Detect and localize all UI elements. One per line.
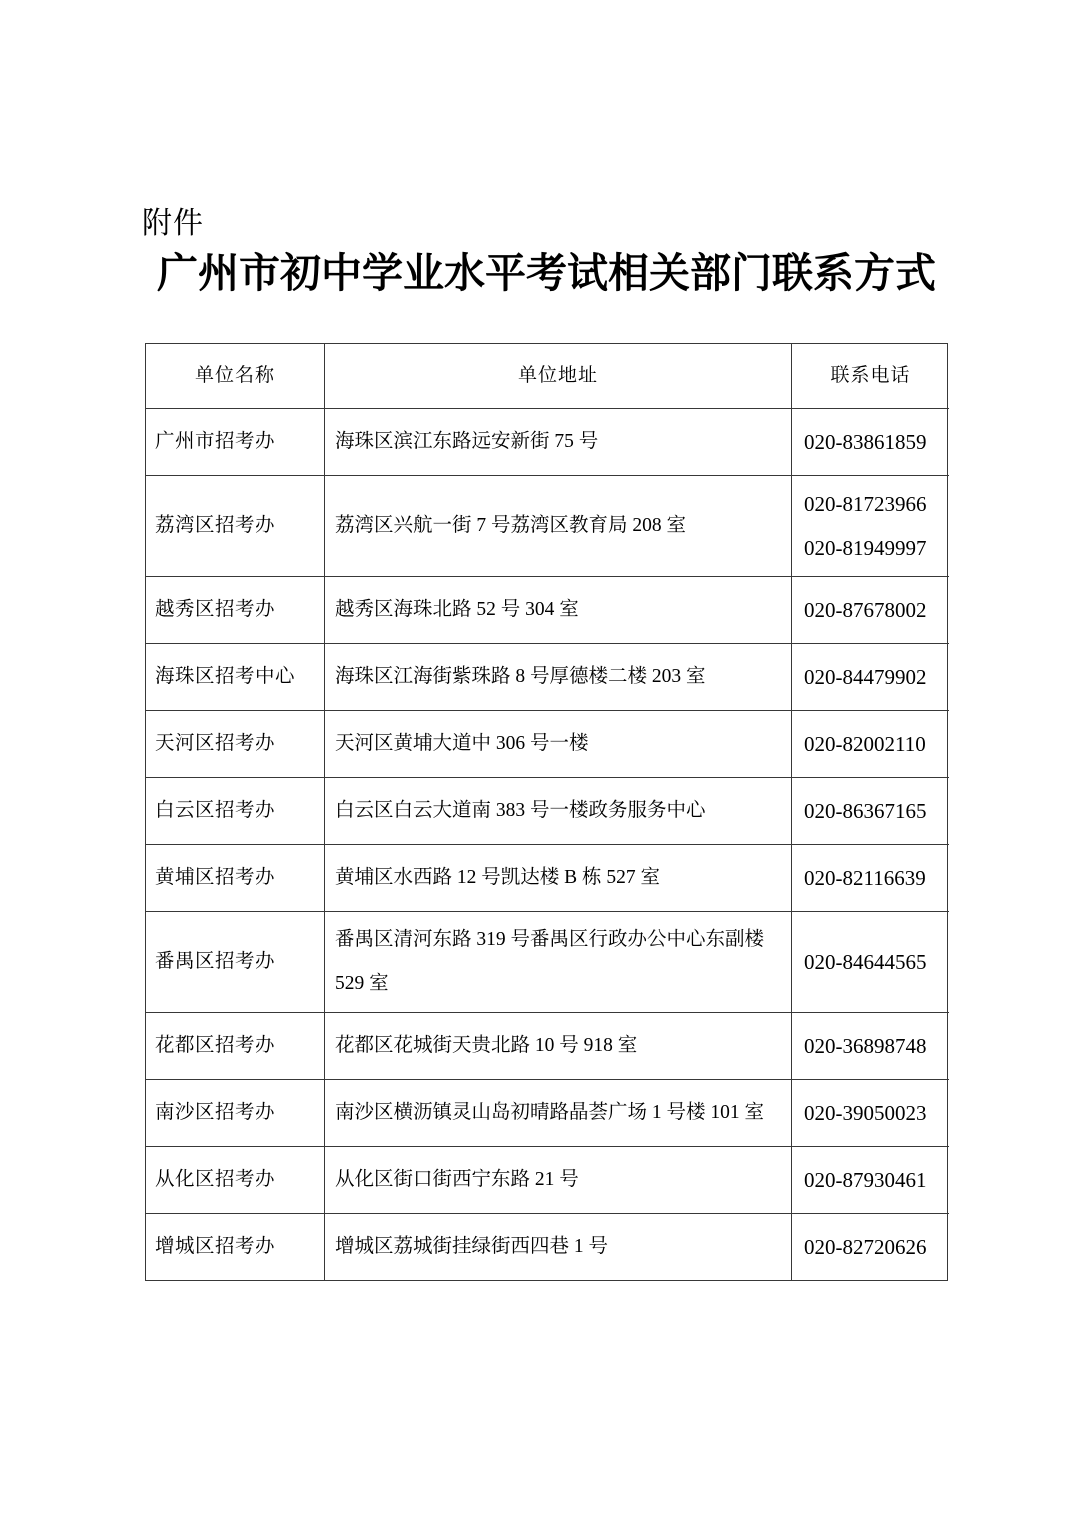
table-row — [146, 844, 947, 911]
unit-name: 海珠区招考中心 — [155, 665, 296, 687]
table-row — [146, 710, 947, 777]
unit-name-cell — [146, 643, 324, 710]
phone-cell — [791, 408, 949, 475]
unit-name: 增城区招考办 — [155, 1235, 276, 1257]
phone-cell — [791, 1146, 949, 1213]
unit-address: 海珠区江海街紫珠路 8 号厚德楼二楼 203 室 — [335, 665, 706, 687]
unit-name: 天河区招考办 — [155, 732, 276, 754]
unit-address-cell — [324, 710, 791, 777]
phone-cell — [791, 576, 949, 643]
unit-address-cell — [324, 408, 791, 475]
unit-name-cell — [146, 911, 324, 1012]
phone-cell — [791, 1213, 949, 1280]
phone-cell — [791, 911, 949, 1012]
contact-table — [145, 343, 948, 1281]
phone-number: 020-39050023 — [804, 1100, 927, 1125]
unit-address-cell — [324, 576, 791, 643]
unit-name: 荔湾区招考办 — [155, 514, 276, 536]
unit-address-cell — [324, 777, 791, 844]
table-row — [146, 777, 947, 844]
phone-number: 020-81949997 — [804, 535, 927, 560]
unit-address: 番禺区清河东路 319 号番禺区行政办公中心东副楼 — [335, 928, 765, 950]
unit-name: 南沙区招考办 — [155, 1101, 276, 1123]
unit-name: 越秀区招考办 — [155, 598, 276, 620]
table-row — [146, 1012, 947, 1079]
unit-address: 花都区花城街天贵北路 10 号 918 室 — [335, 1034, 638, 1056]
unit-address-cell — [324, 475, 791, 576]
phone-cell — [791, 1012, 949, 1079]
unit-name-cell — [146, 1146, 324, 1213]
unit-address: 海珠区滨江东路远安新街 75 号 — [335, 430, 599, 452]
header-unit-name: 单位名称 — [194, 365, 275, 387]
unit-address-cell — [324, 1012, 791, 1079]
page-title: 广州市初中学业水平考试相关部门联系方式 — [157, 250, 936, 296]
unit-address: 从化区街口街西宁东路 21 号 — [335, 1168, 579, 1190]
table-row — [146, 576, 947, 643]
unit-name: 黄埔区招考办 — [155, 866, 276, 888]
unit-address-cell — [324, 911, 791, 1012]
table-header-row — [146, 344, 947, 408]
unit-name: 番禺区招考办 — [155, 950, 276, 972]
unit-name-cell — [146, 1079, 324, 1146]
phone-number: 020-81723966 — [804, 491, 927, 516]
unit-name-cell — [146, 408, 324, 475]
unit-address: 增城区荔城街挂绿街西四巷 1 号 — [335, 1235, 609, 1257]
phone-cell — [791, 1079, 949, 1146]
phone-cell — [791, 643, 949, 710]
phone-number: 020-82002110 — [804, 731, 926, 756]
phone-cell — [791, 710, 949, 777]
phone-number: 020-36898748 — [804, 1033, 927, 1058]
unit-address: 529 室 — [335, 972, 389, 994]
unit-address: 南沙区横沥镇灵山岛初晴路晶荟广场 1 号楼 101 室 — [335, 1101, 765, 1123]
unit-address: 越秀区海珠北路 52 号 304 室 — [335, 598, 579, 620]
table-row — [146, 1079, 947, 1146]
unit-address-cell — [324, 1146, 791, 1213]
unit-name-cell — [146, 576, 324, 643]
unit-name: 白云区招考办 — [155, 799, 276, 821]
table-row — [146, 475, 947, 576]
phone-number: 020-86367165 — [804, 798, 927, 823]
table-row — [146, 1146, 947, 1213]
table-row — [146, 911, 947, 1012]
unit-name-cell — [146, 710, 324, 777]
unit-name-cell — [146, 844, 324, 911]
unit-address: 天河区黄埔大道中 306 号一楼 — [335, 732, 589, 754]
header-unit-address: 单位地址 — [324, 344, 791, 408]
unit-name: 从化区招考办 — [155, 1168, 276, 1190]
header-phone: 联系电话 — [791, 344, 949, 408]
unit-name: 花都区招考办 — [155, 1034, 276, 1056]
phone-cell — [791, 844, 949, 911]
phone-number: 020-84644565 — [804, 949, 927, 974]
unit-name: 广州市招考办 — [155, 430, 276, 452]
phone-cell — [791, 777, 949, 844]
table-row — [146, 408, 947, 475]
table-row — [146, 1213, 947, 1280]
unit-address: 荔湾区兴航一街 7 号荔湾区教育局 208 室 — [335, 514, 687, 536]
unit-address-cell — [324, 1079, 791, 1146]
phone-number: 020-84479902 — [804, 664, 927, 689]
unit-name-cell — [146, 475, 324, 576]
phone-number: 020-82116639 — [804, 865, 926, 890]
phone-cell — [791, 475, 949, 576]
unit-address: 黄埔区水西路 12 号凯达楼 B 栋 527 室 — [335, 866, 661, 888]
unit-name-cell — [146, 1213, 324, 1280]
table-row — [146, 643, 947, 710]
unit-address-cell — [324, 1213, 791, 1280]
unit-name-cell — [146, 1012, 324, 1079]
unit-address-cell — [324, 643, 791, 710]
phone-number: 020-87930461 — [804, 1167, 927, 1192]
phone-number: 020-87678002 — [804, 597, 927, 622]
attachment-label: 附件 — [142, 207, 204, 240]
phone-number: 020-83861859 — [804, 429, 927, 454]
unit-address: 白云区白云大道南 383 号一楼政务服务中心 — [335, 799, 706, 821]
unit-address-cell — [324, 844, 791, 911]
unit-name-cell — [146, 777, 324, 844]
phone-number: 020-82720626 — [804, 1234, 927, 1259]
